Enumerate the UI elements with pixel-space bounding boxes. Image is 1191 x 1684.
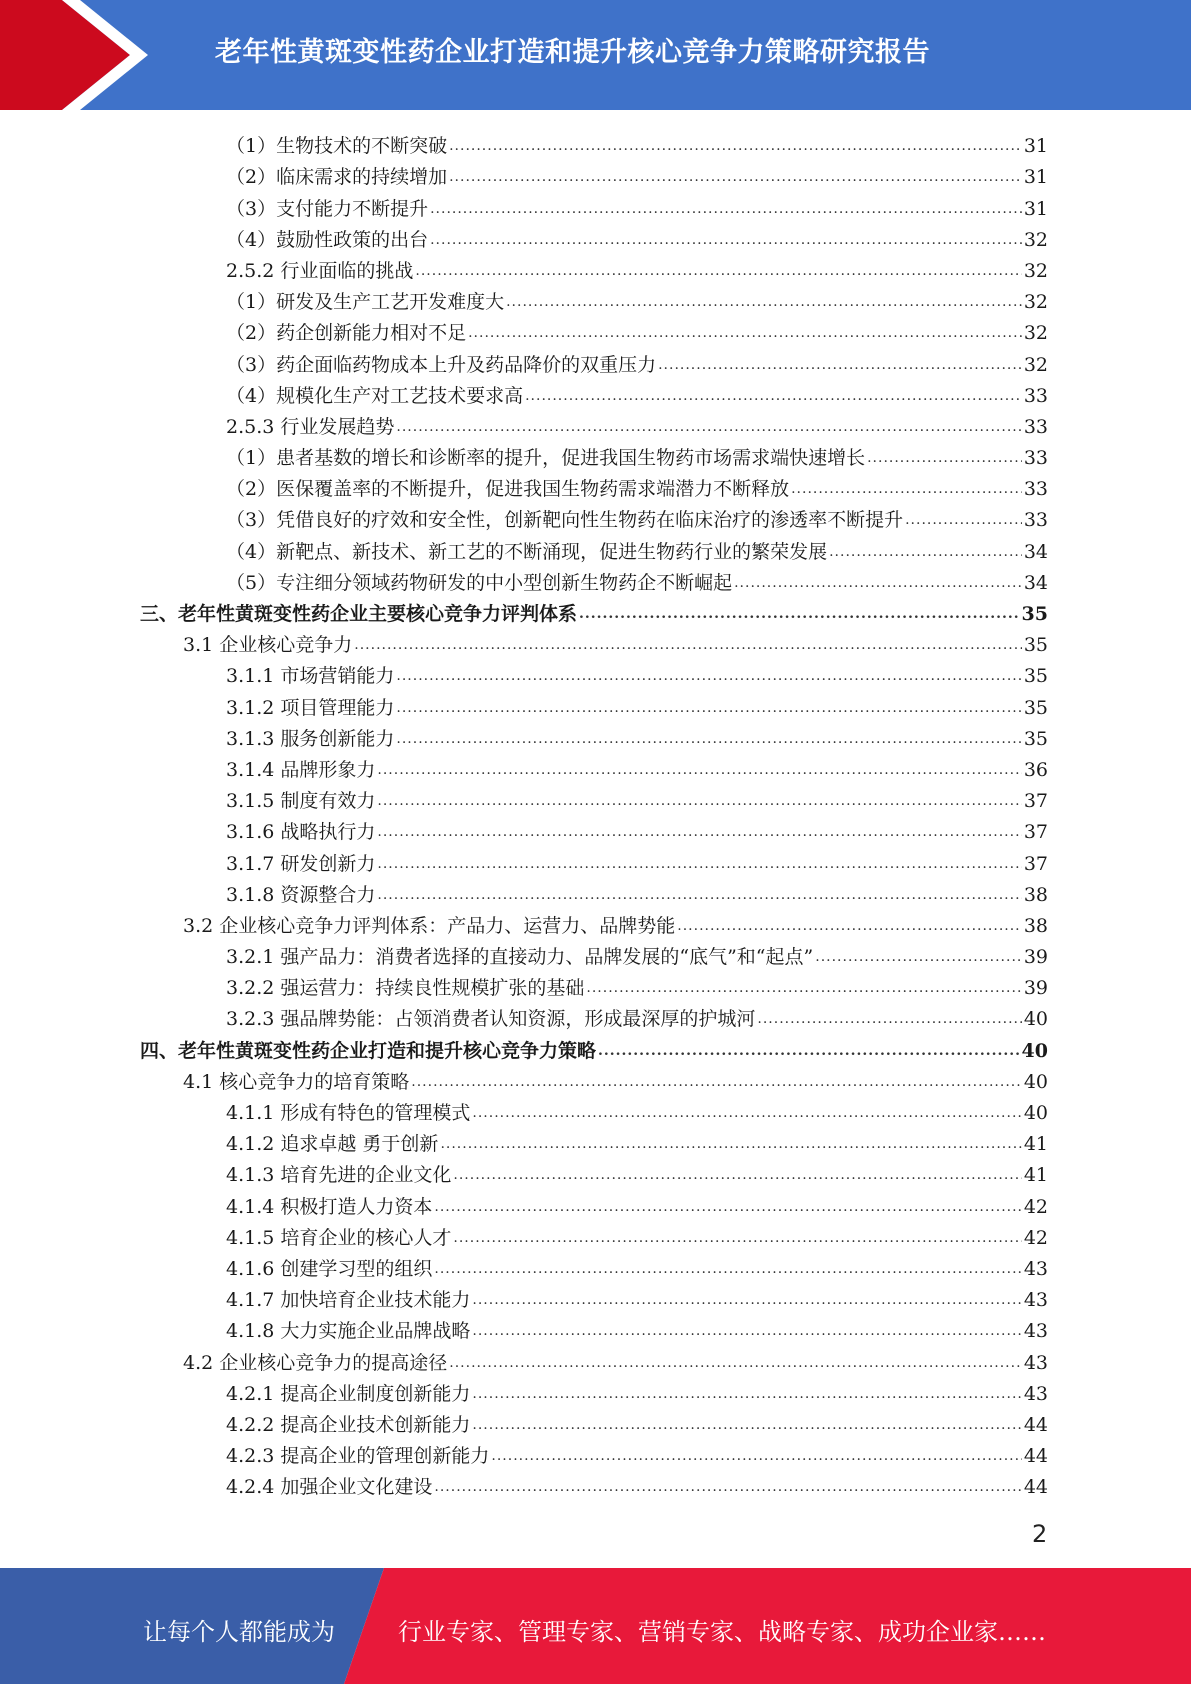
toc-entry[interactable] [140, 564, 1048, 595]
page-number: 2 [1032, 1520, 1048, 1548]
toc-entry-page: 39 [1023, 977, 1048, 1000]
toc-dot-leader [377, 852, 1021, 876]
toc-entry[interactable] [140, 189, 1048, 220]
toc-entry-title: （5）专注细分领域药物研发的中小型创新生物药企不断崛起 [226, 571, 733, 594]
toc-entry-title: 4.1 核心竞争力的培育策略 [183, 1070, 410, 1093]
toc-entry[interactable] [140, 501, 1048, 532]
footer-slogan-right: 行业专家、管理专家、营销专家、战略专家、成功企业家…… [398, 1618, 1046, 1646]
toc-entry-title: （2）医保覆盖率的不断提升，促进我国生物药需求端潜力不断释放 [226, 478, 790, 501]
toc-entry-title: （2）药企创新能力相对不足 [226, 322, 467, 345]
toc-entry-title: 4.2 企业核心竞争力的提高途径 [183, 1351, 448, 1374]
toc-entry-page: 34 [1023, 571, 1048, 594]
toc-entry[interactable] [140, 813, 1048, 844]
toc-entry-title: 4.1.5 培育企业的核心人才 [226, 1226, 452, 1249]
toc-entry[interactable] [140, 345, 1048, 376]
toc-dot-leader [867, 446, 1022, 470]
toc-entry-page: 38 [1023, 883, 1048, 906]
toc-entry-title: （1）患者基数的增长和诊断率的提升，促进我国生物药市场需求端快速增长 [226, 447, 866, 470]
toc-entry[interactable] [140, 876, 1048, 907]
toc-entry[interactable] [140, 907, 1048, 938]
toc-dot-leader [411, 1070, 1022, 1094]
toc-entry-page: 40 [1023, 1008, 1048, 1031]
toc-dot-leader [396, 415, 1021, 439]
toc-dot-leader [434, 1257, 1021, 1281]
report-title: 老年性黄斑变性药企业打造和提升核心竞争力策略研究报告 [215, 37, 930, 68]
toc-dot-leader [396, 727, 1021, 751]
toc-dot-leader [579, 602, 1020, 626]
toc-entry[interactable] [140, 1063, 1048, 1094]
toc-entry-page: 31 [1023, 135, 1048, 158]
toc-dot-leader [434, 1195, 1021, 1219]
toc-entry-page: 32 [1023, 353, 1048, 376]
toc-dot-leader [449, 134, 1022, 158]
toc-entry-page: 31 [1023, 166, 1048, 189]
toc-entry[interactable] [140, 688, 1048, 719]
toc-entry-title: 四、老年性黄斑变性药企业打造和提升核心竞争力策略 [140, 1039, 597, 1062]
toc-entry-title: 4.1.2 追求卓越 勇于创新 [226, 1133, 439, 1156]
toc-entry[interactable] [140, 1219, 1048, 1250]
toc-entry[interactable] [140, 1468, 1048, 1499]
toc-entry-page: 39 [1023, 946, 1048, 969]
toc-entry[interactable] [140, 377, 1048, 408]
toc-entry[interactable] [140, 283, 1048, 314]
toc-entry[interactable] [140, 1281, 1048, 1312]
toc-entry-page: 43 [1023, 1382, 1048, 1405]
toc-dot-leader [506, 290, 1022, 314]
toc-dot-leader [434, 1475, 1021, 1499]
toc-dot-leader [472, 1382, 1021, 1406]
toc-entry[interactable] [140, 782, 1048, 813]
toc-entry-title: 3.2.1 强产品力：消费者选择的直接动力、品牌发展的“底气”和“起点” [226, 946, 814, 969]
toc-dot-leader [815, 945, 1022, 969]
page-header [0, 0, 1191, 110]
toc-entry[interactable] [140, 1031, 1048, 1062]
toc-entry-title: （3）支付能力不断提升 [226, 197, 429, 220]
toc-entry-title: （3）凭借良好的疗效和安全性，创新靶向性生物药在临床治疗的渗透率不断提升 [226, 509, 904, 532]
toc-entry-page: 40 [1023, 1070, 1048, 1093]
page-footer [0, 1568, 1191, 1684]
toc-entry-page: 40 [1023, 1102, 1048, 1124]
toc-dot-leader [734, 571, 1022, 595]
toc-entry-title: 3.1.2 项目管理能力 [226, 696, 395, 719]
toc-entry-title: 3.1.6 战略执行力 [226, 821, 376, 844]
toc-entry-page: 33 [1023, 415, 1048, 438]
toc-entry-title: 2.5.3 行业发展趋势 [226, 415, 395, 438]
toc-entry[interactable] [140, 1250, 1048, 1281]
toc-entry[interactable] [140, 1125, 1048, 1156]
toc-dot-leader [440, 1132, 1021, 1156]
toc-dot-leader [449, 165, 1022, 189]
toc-dot-leader [491, 1444, 1021, 1468]
toc-entry-page: 33 [1023, 384, 1048, 407]
toc-entry-page: 35 [1021, 603, 1048, 625]
toc-entry-page: 33 [1023, 447, 1048, 470]
toc-entry[interactable] [140, 751, 1048, 782]
toc-dot-leader [377, 758, 1021, 782]
toc-entry-page: 44 [1023, 1476, 1048, 1499]
toc-dot-leader [377, 820, 1021, 844]
toc-entry-page: 40 [1021, 1039, 1048, 1062]
toc-entry[interactable] [140, 844, 1048, 875]
toc-entry-title: 2.5.2 行业面临的挑战 [226, 259, 414, 282]
toc-entry-page: 42 [1023, 1226, 1048, 1249]
toc-dot-leader [415, 259, 1021, 283]
toc-entry-title: 3.1.4 品牌形象力 [226, 758, 376, 781]
toc-entry-title: （4）新靶点、新技术、新工艺的不断涌现，促进生物药行业的繁荣发展 [226, 540, 828, 563]
toc-entry-title: 4.1.4 积极打造人力资本 [226, 1195, 433, 1218]
toc-entry-page: 36 [1023, 758, 1048, 781]
toc-entry[interactable] [140, 595, 1048, 626]
toc-entry[interactable] [140, 1094, 1048, 1125]
toc-entry-title: 3.2.2 强运营力：持续良性规模扩张的基础 [226, 977, 585, 1000]
toc-entry-title: 3.1 企业核心竞争力 [183, 634, 353, 657]
toc-entry-page: 35 [1023, 727, 1048, 750]
toc-entry-title: 3.1.1 市场营销能力 [226, 665, 395, 688]
toc-dot-leader [757, 1007, 1021, 1031]
toc-entry-title: 4.1.6 创建学习型的组织 [226, 1257, 433, 1280]
toc-entry[interactable] [140, 1312, 1048, 1343]
toc-entry-title: 4.1.1 形成有特色的管理模式 [226, 1102, 471, 1124]
toc-entry[interactable] [140, 720, 1048, 751]
toc-entry-title: 4.1.7 加快培育企业技术能力 [226, 1289, 471, 1312]
toc-dot-leader [449, 1351, 1022, 1375]
toc-entry-page: 44 [1023, 1413, 1048, 1436]
toc-entry-title: 4.2.4 加强企业文化建设 [226, 1476, 433, 1499]
toc-dot-leader [377, 883, 1021, 907]
toc-entry[interactable] [140, 158, 1048, 189]
toc-entry[interactable] [140, 626, 1048, 657]
toc-entry-title: 4.2.2 提高企业技术创新能力 [226, 1413, 471, 1436]
toc-dot-leader [430, 228, 1022, 252]
toc-entry-page: 33 [1023, 509, 1048, 532]
toc-entry-title: （1）生物技术的不断突破 [226, 135, 448, 158]
toc-entry-page: 43 [1023, 1257, 1048, 1280]
toc-entry-title: 4.2.1 提高企业制度创新能力 [226, 1382, 471, 1405]
toc-dot-leader [472, 1101, 1021, 1125]
toc-entry-title: 4.1.3 培育先进的企业文化 [226, 1164, 452, 1187]
toc-dot-leader [453, 1163, 1021, 1187]
toc-entry-title: 4.1.8 大力实施企业品牌战略 [226, 1320, 471, 1343]
toc-entry-page: 37 [1023, 821, 1048, 844]
toc-dot-leader [472, 1288, 1021, 1312]
toc-entry[interactable] [140, 532, 1048, 563]
toc-entry-title: （3）药企面临药物成本上升及药品降价的双重压力 [226, 353, 657, 376]
toc-dot-leader [377, 789, 1021, 813]
toc-entry-page: 32 [1023, 259, 1048, 282]
toc-entry-page: 35 [1023, 634, 1048, 657]
toc-entry-title: 3.1.8 资源整合力 [226, 883, 376, 906]
toc-entry-page: 41 [1023, 1133, 1048, 1156]
toc-entry-title: 3.1.7 研发创新力 [226, 852, 376, 875]
toc-entry-page: 43 [1023, 1351, 1048, 1374]
toc-dot-leader [396, 664, 1021, 688]
toc-entry-page: 32 [1023, 228, 1048, 251]
toc-dot-leader [658, 353, 1022, 377]
toc-entry-page: 43 [1023, 1320, 1048, 1343]
toc-entry-page: 37 [1023, 852, 1048, 875]
toc-dot-leader [430, 197, 1022, 221]
toc-entry[interactable] [140, 221, 1048, 252]
toc-entry[interactable] [140, 969, 1048, 1000]
toc-entry-page: 35 [1023, 696, 1048, 719]
toc-entry-page: 35 [1023, 665, 1048, 688]
toc-entry[interactable] [140, 938, 1048, 969]
footer-slogan-left: 让每个人都能成为 [143, 1618, 335, 1646]
toc-entry[interactable] [140, 1437, 1048, 1468]
toc-entry[interactable] [140, 252, 1048, 283]
toc-entry-title: （2）临床需求的持续增加 [226, 166, 448, 189]
toc-entry-page: 37 [1023, 790, 1048, 813]
toc-dot-leader [829, 540, 1022, 564]
toc-entry-title: 3.1.3 服务创新能力 [226, 727, 395, 750]
toc-entry[interactable] [140, 439, 1048, 470]
toc-entry-title: （4）规模化生产对工艺技术要求高 [226, 384, 524, 407]
toc-entry[interactable] [140, 1156, 1048, 1187]
table-of-contents [140, 127, 1048, 1499]
toc-entry-title: 3.1.5 制度有效力 [226, 790, 376, 813]
toc-dot-leader [586, 976, 1021, 1000]
toc-entry-title: （1）研发及生产工艺开发难度大 [226, 291, 505, 314]
toc-dot-leader [905, 508, 1022, 532]
toc-dot-leader [598, 1039, 1020, 1063]
toc-dot-leader [453, 1226, 1021, 1250]
toc-entry[interactable] [140, 470, 1048, 501]
toc-entry[interactable] [140, 1375, 1048, 1406]
toc-entry-page: 43 [1023, 1289, 1048, 1312]
toc-entry[interactable] [140, 657, 1048, 688]
toc-entry-page: 34 [1023, 540, 1048, 563]
toc-entry-title: （4）鼓励性政策的出台 [226, 228, 429, 251]
toc-entry[interactable] [140, 314, 1048, 345]
toc-entry[interactable] [140, 1406, 1048, 1437]
toc-dot-leader [472, 1413, 1021, 1437]
toc-dot-leader [791, 477, 1022, 501]
toc-entry-page: 41 [1023, 1164, 1048, 1187]
toc-dot-leader [468, 321, 1022, 345]
toc-dot-leader [354, 633, 1022, 657]
toc-entry[interactable] [140, 1343, 1048, 1374]
toc-entry[interactable] [140, 408, 1048, 439]
toc-entry-page: 33 [1023, 478, 1048, 501]
toc-entry-title: 三、老年性黄斑变性药企业主要核心竞争力评判体系 [140, 603, 578, 625]
toc-entry[interactable] [140, 1000, 1048, 1031]
toc-entry-page: 38 [1023, 914, 1048, 937]
toc-entry-page: 42 [1023, 1195, 1048, 1218]
toc-dot-leader [677, 914, 1022, 938]
toc-entry-title: 3.2.3 强品牌势能：占领消费者认知资源，形成最深厚的护城河 [226, 1008, 756, 1031]
toc-entry[interactable] [140, 1187, 1048, 1218]
toc-entry-page: 32 [1023, 322, 1048, 345]
toc-entry-title: 3.2 企业核心竞争力评判体系：产品力、运营力、品牌势能 [183, 914, 676, 937]
toc-entry-page: 31 [1023, 197, 1048, 220]
toc-dot-leader [472, 1319, 1021, 1343]
toc-entry-page: 32 [1023, 291, 1048, 314]
toc-entry-title: 4.2.3 提高企业的管理创新能力 [226, 1445, 490, 1468]
toc-entry-page: 44 [1023, 1445, 1048, 1468]
toc-dot-leader [396, 696, 1021, 720]
toc-dot-leader [525, 384, 1022, 408]
toc-entry[interactable] [140, 127, 1048, 158]
